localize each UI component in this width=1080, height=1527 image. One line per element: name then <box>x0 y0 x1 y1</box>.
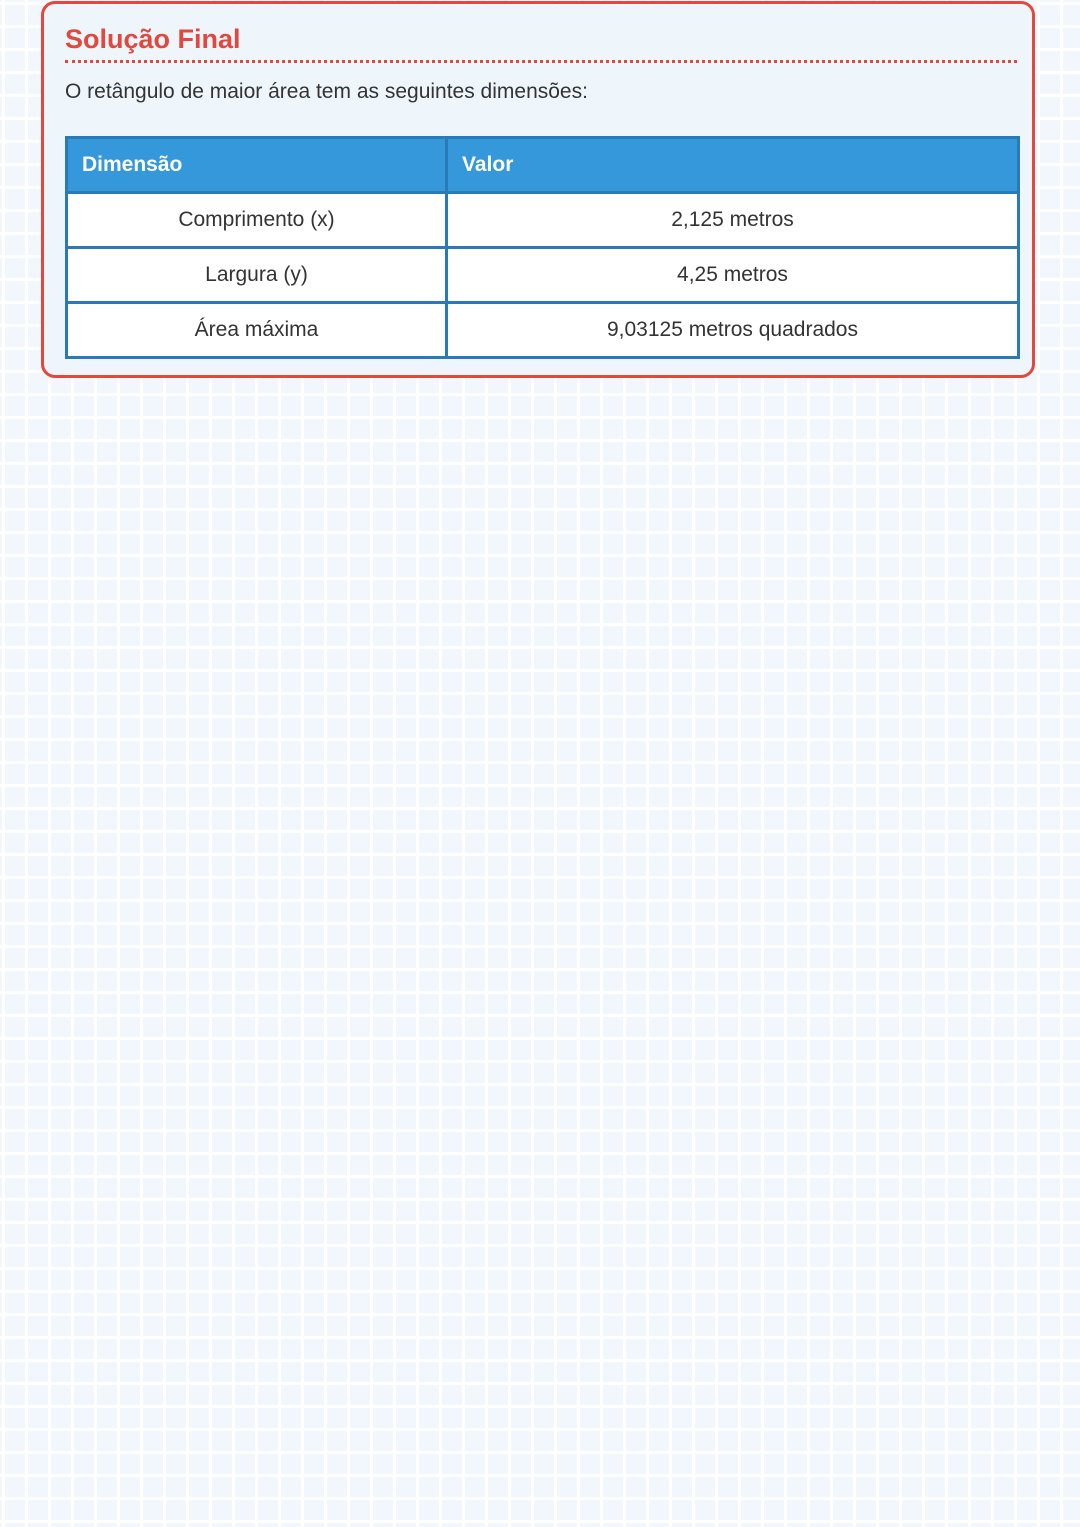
cell-dimension: Área máxima <box>67 303 447 358</box>
header-dimension: Dimensão <box>67 138 447 193</box>
title-divider <box>65 60 1017 63</box>
cell-value: 2,125 metros <box>447 193 1019 248</box>
table-header-row <box>67 138 1019 193</box>
cell-value: 9,03125 metros quadrados <box>447 303 1019 358</box>
table-row <box>67 303 1019 358</box>
table-row <box>67 248 1019 303</box>
cell-dimension: Comprimento (x) <box>67 193 447 248</box>
header-value: Valor <box>447 138 1019 193</box>
cell-value: 4,25 metros <box>447 248 1019 303</box>
final-solution-card <box>41 1 1035 378</box>
card-title: Solução Final <box>65 24 241 54</box>
intro-text: O retângulo de maior área tem as seguintes dimensões: <box>65 80 588 103</box>
cell-dimension: Largura (y) <box>67 248 447 303</box>
table-row <box>67 193 1019 248</box>
solution-table <box>65 136 1020 359</box>
